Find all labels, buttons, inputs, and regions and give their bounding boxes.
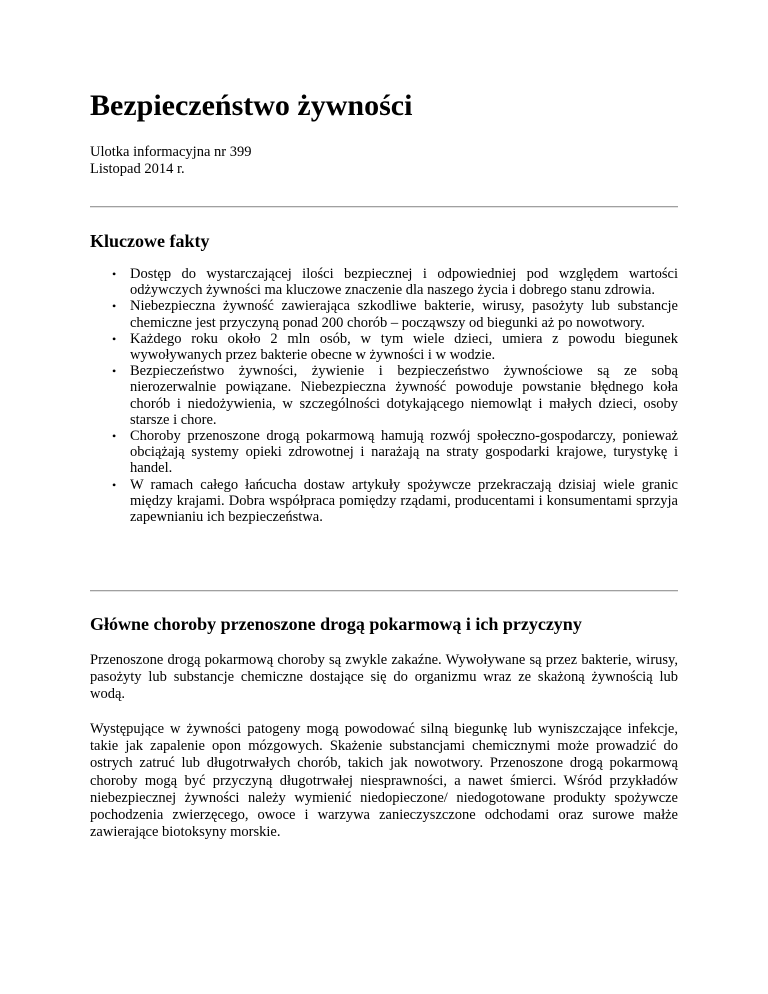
bullet-icon: • [112, 477, 117, 492]
publication-date: Listopad 2014 r. [90, 161, 185, 177]
bullet-icon: • [112, 331, 117, 346]
section-heading-key-facts: Kluczowe fakty [90, 231, 210, 251]
list-item-text: Każdego roku około 2 mln osób, w tym wiele dzieci, umiera z powodu biegunek wywoływanych przez bakterie obecne w żywności i w wodzie. [130, 330, 678, 364]
list-item [90, 298, 678, 330]
paragraph: Przenoszone drogą pokarmową choroby są zwykle zakaźne. Wywoływane są przez bakterie, wirusy, pasożyty lub substancje chemiczne dostające się do organizmu wraz ze skażoną żywnością lub wodą. [90, 652, 678, 703]
leaflet-number: Ulotka informacyjna nr 399 [90, 144, 252, 160]
divider [90, 590, 678, 592]
bullet-icon: • [112, 429, 117, 444]
bullet-icon: • [112, 364, 117, 379]
paragraph: Występujące w żywności patogeny mogą powodować silną biegunkę lub wyniszczające infekcje, takie jak zapalenie opon mózgowych. Skażenie substancjami chemicznymi może prowadzić do ostrych zatruć lub długotrwałych chorób, takich jak nowotwory. Przenoszone drogą pokarmową choroby mogą być przyczyną długotrwałej niesprawności, a nawet śmierci. Wśród przykładów niebezpiecznej żywności należy wymienić niedopieczone/ niedogotowane produkty spożywcze pochodzenia zwierzęcego, owoce i warzywa zanieczyszczone odchodami oraz surowe małże zawierające biotoksyny morskie. [90, 721, 678, 841]
list-item-text: W ramach całego łańcucha dostaw artykuły spożywcze przekraczają dzisiaj wiele granic między krajami. Dobra współpraca pomiędzy rządami, producentami i konsumentami sprzyja zapewnianiu ich bezpieczeństwa. [130, 476, 678, 526]
list-item-text: Choroby przenoszone drogą pokarmową hamują rozwój społeczno-gospodarczy, ponieważ obciążają systemy opieki zdrowotnej i narażają na straty gospodarki krajowe, turystykę i handel. [130, 428, 678, 477]
bullet-icon: • [112, 267, 117, 281]
document-meta [90, 144, 251, 178]
list-item-text: Dostęp do wystarczającej ilości bezpiecznej i odpowiedniej pod względem wartości odżywczych żywności ma kluczowe znaczenie dla naszego życia i dobrego stanu zdrowia. [130, 266, 678, 299]
list-item [90, 363, 678, 428]
list-item [90, 477, 678, 526]
list-item [90, 266, 678, 298]
key-facts-list [90, 266, 678, 525]
divider [90, 206, 678, 208]
list-item-text: Niebezpieczna żywność zawierająca szkodliwe bakterie, wirusy, pasożyty lub substancje chemiczne jest przyczyną ponad 200 chorób – począwszy od biegunki aż po nowotwory. [130, 298, 678, 331]
list-item-text: Bezpieczeństwo żywności, żywienie i bezpieczeństwo żywnościowe są ze sobą nierozerwalnie powiązane. Niebezpieczna żywność powoduje powstanie błędnego koła chorób i niedożywienia, w szczególności dotykającego niemowląt i małych dzieci, osoby starsze i chore. [130, 363, 678, 428]
section-heading-diseases: Główne choroby przenoszone drogą pokarmową i ich przyczyny [90, 614, 582, 634]
list-item [90, 331, 678, 363]
bullet-icon: • [112, 299, 117, 314]
list-item [90, 428, 678, 477]
document-title: Bezpieczeństwo żywności [90, 89, 413, 122]
